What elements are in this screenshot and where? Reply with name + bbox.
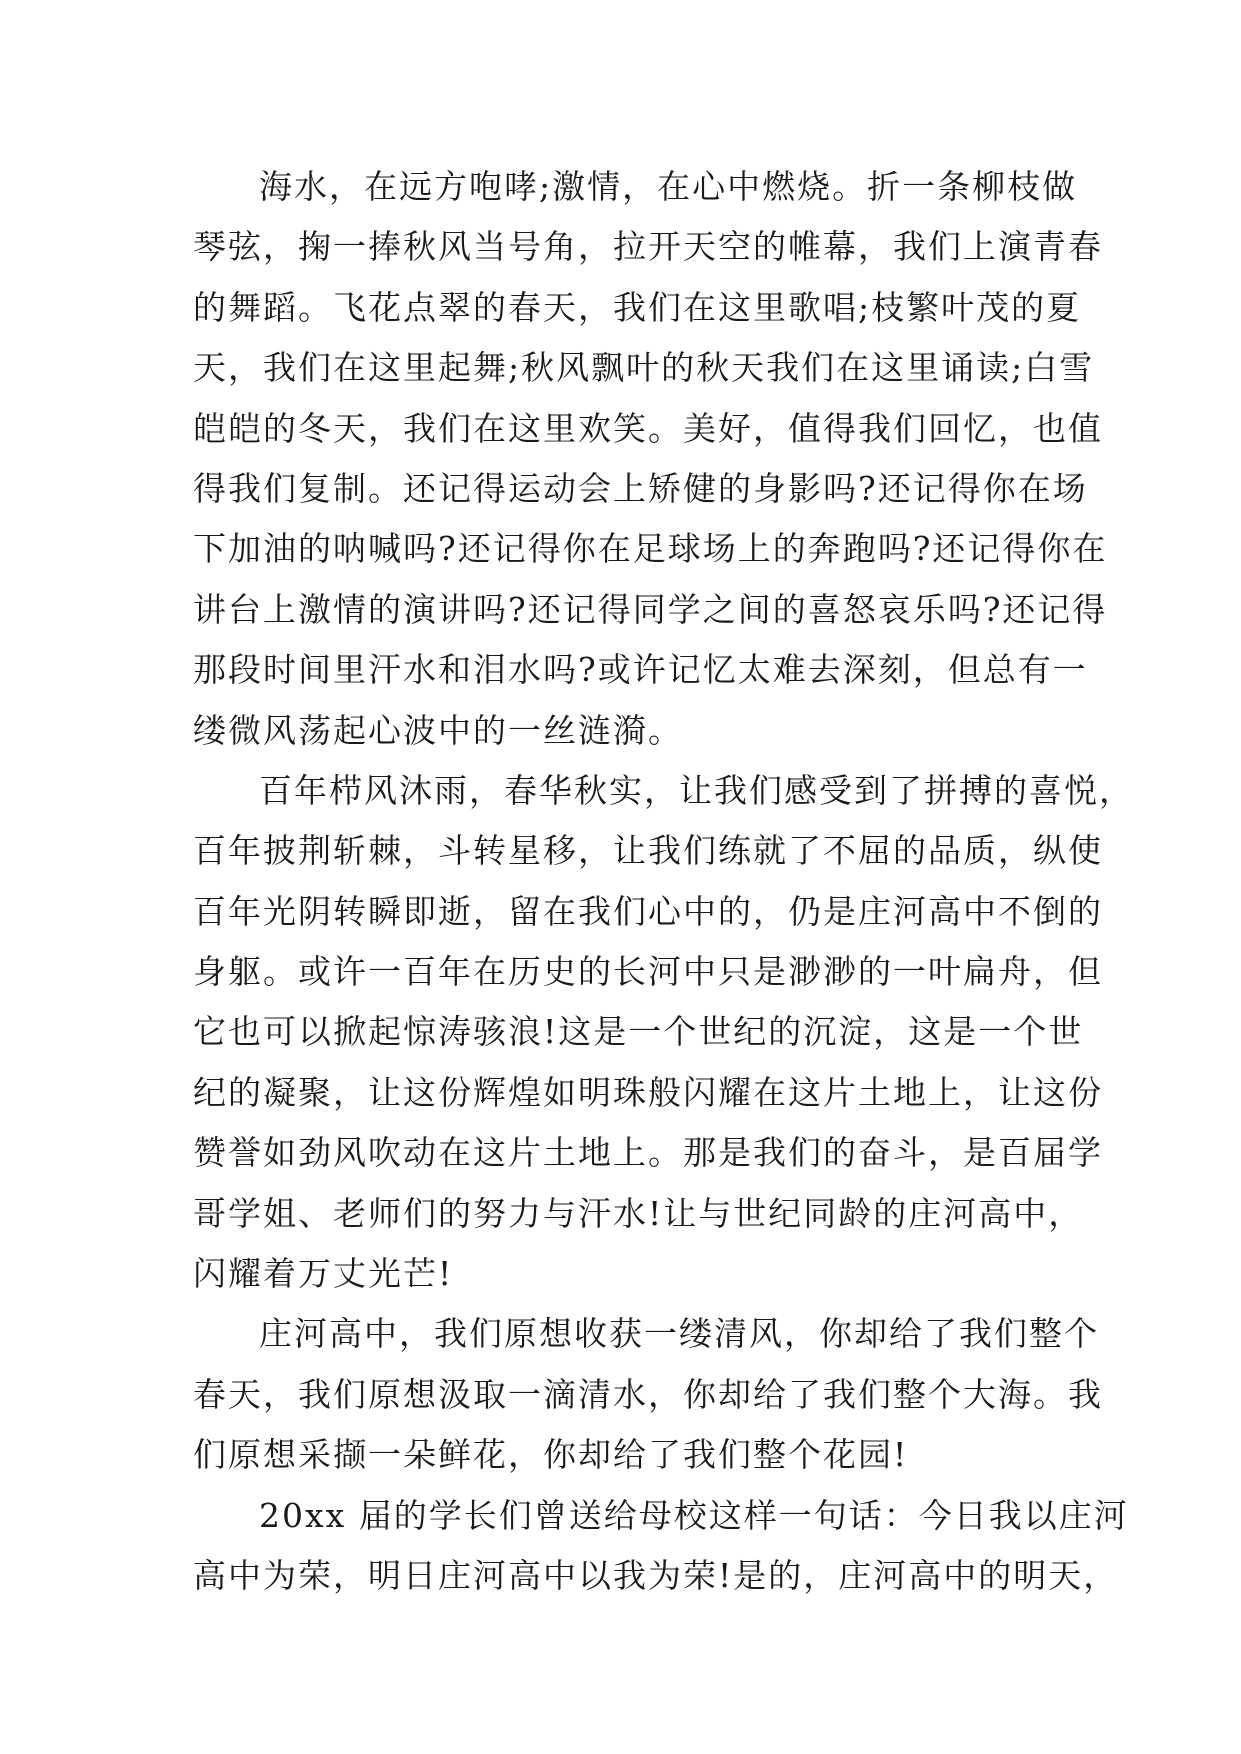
paragraph-3	[193, 1304, 1103, 1485]
text-line: 们原想采撷一朵鲜花，你却给了我们整个花园!	[193, 1435, 909, 1475]
text-line: 下加油的呐喊吗?还记得你在足球场上的奔跑吗?还记得你在	[193, 529, 1108, 569]
paragraph-1	[193, 157, 1108, 761]
text-line: 得我们复制。还记得运动会上矫健的身影吗?还记得你在场	[193, 468, 1088, 508]
text-line: 皑皑的冬天，我们在这里欢笑。美好，值得我们回忆，也值	[193, 408, 1103, 448]
text-line: 它也可以掀起惊涛骇浪!这是一个世纪的沉淀，这是一个世	[193, 1012, 1084, 1052]
text-line: 琴弦，掬一捧秋风当号角，拉开天空的帷幕，我们上演青春	[193, 227, 1103, 267]
body-text	[193, 157, 1134, 1606]
text-line: 那段时间里汗水和泪水吗?或许记忆太难去深刻，但总有一	[193, 650, 1088, 690]
text-line: 春天，我们原想汲取一滴清水，你却给了我们整个大海。我	[193, 1374, 1103, 1414]
text-line: 百年栉风沐雨，春华秋实，让我们感受到了拼搏的喜悦，	[259, 770, 1134, 810]
text-line: 讲台上激情的演讲吗?还记得同学之间的喜怒哀乐吗?还记得	[193, 589, 1108, 629]
paragraph-4	[193, 1486, 1129, 1607]
text-line: 哥学姐、老师们的努力与汗水!让与世纪同龄的庄河高中，	[193, 1193, 1084, 1233]
text-line: 赞誉如劲风吹动在这片土地上。那是我们的奋斗，是百届学	[193, 1133, 1103, 1173]
text-line: 庄河高中，我们原想收获一缕清风，你却给了我们整个	[259, 1314, 1099, 1354]
text-line: 高中为荣，明日庄河高中以我为荣!是的，庄河高中的明天，	[193, 1555, 1119, 1595]
text-line: 缕微风荡起心波中的一丝涟漪。	[193, 710, 683, 750]
text-line: 天，我们在这里起舞;秋风飘叶的秋天我们在这里诵读;白雪	[193, 348, 1095, 388]
paragraph-2	[193, 761, 1134, 1305]
text-line: 闪耀着万丈光芒!	[193, 1254, 454, 1294]
text-line: 纪的凝聚，让这份辉煌如明珠般闪耀在这片土地上，让这份	[193, 1072, 1103, 1112]
text-line: 20xx 届的学长们曾送给母校这样一句话：今日我以庄河	[259, 1495, 1129, 1535]
text-line: 的舞蹈。飞花点翠的春天，我们在这里歌唱;枝繁叶茂的夏	[193, 287, 1082, 327]
text-line: 海水，在远方咆哮;激情，在心中燃烧。折一条柳枝做	[259, 167, 1078, 206]
text-line: 身躯。或许一百年在历史的长河中只是渺渺的一叶扁舟，但	[193, 952, 1103, 992]
text-line: 百年光阴转瞬即逝，留在我们心中的，仍是庄河高中不倒的	[193, 891, 1103, 931]
text-line: 百年披荆斩棘，斗转星移，让我们练就了不屈的品质，纵使	[193, 831, 1103, 871]
